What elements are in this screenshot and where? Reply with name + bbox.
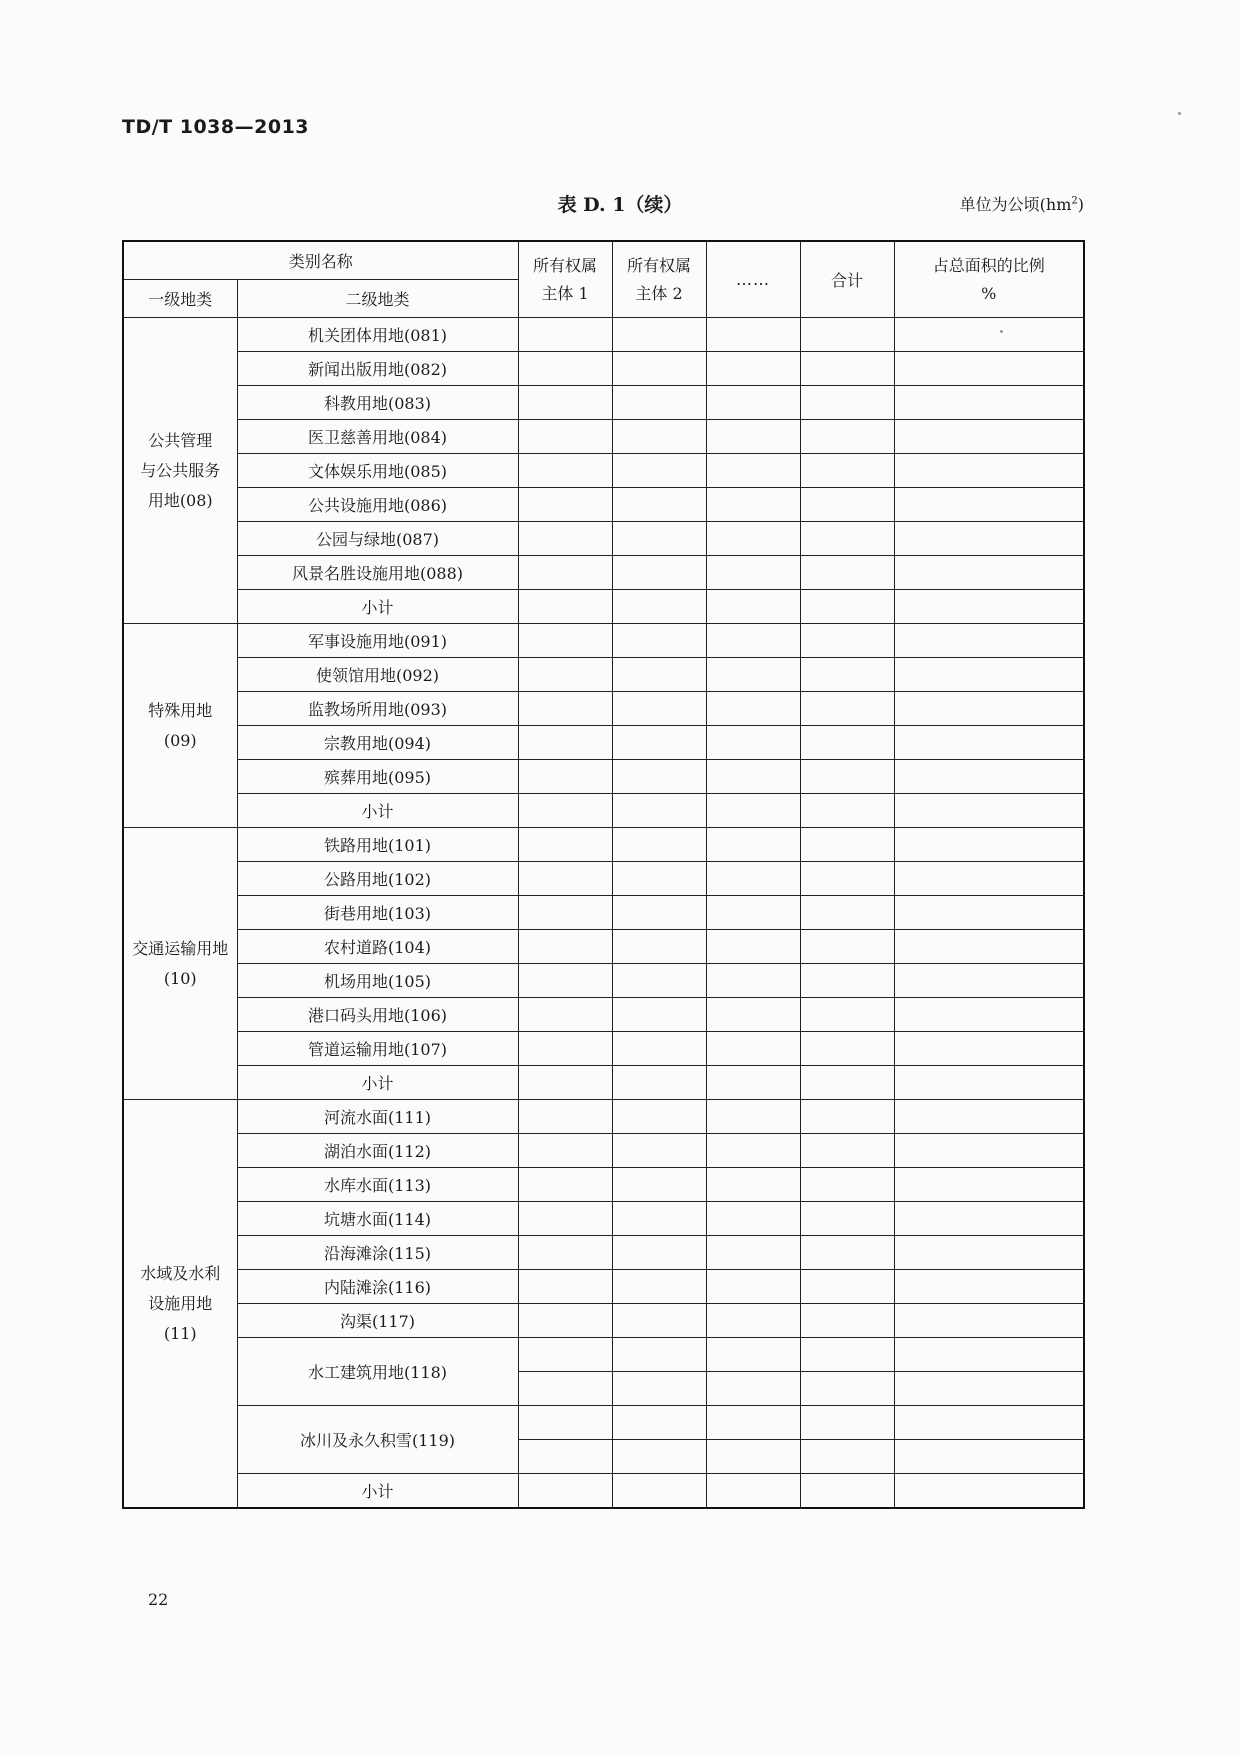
value-cell[interactable]	[894, 318, 1084, 352]
value-cell[interactable]	[706, 896, 800, 930]
value-cell[interactable]	[518, 1304, 612, 1338]
level2-category-cell: 风景名胜设施用地(088)	[237, 556, 518, 590]
value-cell[interactable]	[894, 896, 1084, 930]
value-cell[interactable]	[706, 454, 800, 488]
value-cell[interactable]	[612, 1236, 706, 1270]
value-cell[interactable]	[612, 658, 706, 692]
table-row	[123, 1100, 1084, 1134]
value-cell[interactable]	[894, 828, 1084, 862]
value-cell[interactable]	[800, 488, 894, 522]
table-row	[123, 1236, 1084, 1270]
level2-category-cell: 河流水面(111)	[237, 1100, 518, 1134]
level2-category-cell: 科教用地(083)	[237, 386, 518, 420]
table-row	[123, 1134, 1084, 1168]
table-row	[123, 522, 1084, 556]
value-cell[interactable]	[612, 1440, 706, 1474]
value-cell[interactable]	[706, 760, 800, 794]
table-row	[123, 1304, 1084, 1338]
table-row	[123, 692, 1084, 726]
table-row	[123, 1474, 1084, 1509]
value-cell[interactable]	[706, 828, 800, 862]
owner1-header: 所有权属主体 1	[518, 241, 612, 318]
value-cell[interactable]	[800, 964, 894, 998]
level2-category-cell: 机关团体用地(081)	[237, 318, 518, 352]
value-cell[interactable]	[706, 794, 800, 828]
unit-close: )	[1077, 195, 1084, 214]
table-row	[123, 318, 1084, 352]
level2-category-cell: 沿海滩涂(115)	[237, 1236, 518, 1270]
value-cell[interactable]	[894, 352, 1084, 386]
category-name-header: 类别名称	[123, 241, 518, 280]
value-cell[interactable]	[800, 828, 894, 862]
value-cell[interactable]	[800, 794, 894, 828]
value-cell[interactable]	[894, 1372, 1084, 1406]
level2-category-cell: 内陆滩涂(116)	[237, 1270, 518, 1304]
value-cell[interactable]	[706, 488, 800, 522]
table-row	[123, 658, 1084, 692]
value-cell[interactable]	[706, 1134, 800, 1168]
value-cell[interactable]	[518, 828, 612, 862]
table-row	[123, 1168, 1084, 1202]
value-cell[interactable]	[800, 658, 894, 692]
value-cell[interactable]	[894, 522, 1084, 556]
level2-category-cell: 沟渠(117)	[237, 1304, 518, 1338]
value-cell[interactable]	[894, 1032, 1084, 1066]
level2-category-cell: 水库水面(113)	[237, 1168, 518, 1202]
value-cell[interactable]	[800, 1406, 894, 1440]
value-cell[interactable]	[894, 692, 1084, 726]
value-cell[interactable]	[518, 1406, 612, 1440]
level1-category-cell: 特殊用地 (09)	[123, 624, 237, 828]
value-cell[interactable]	[800, 352, 894, 386]
value-cell[interactable]	[612, 488, 706, 522]
value-cell[interactable]	[706, 998, 800, 1032]
value-cell[interactable]	[800, 1474, 894, 1509]
value-cell[interactable]	[800, 1066, 894, 1100]
table-row	[123, 1202, 1084, 1236]
value-cell[interactable]	[612, 930, 706, 964]
value-cell[interactable]	[518, 386, 612, 420]
value-cell[interactable]	[800, 1236, 894, 1270]
value-cell[interactable]	[612, 590, 706, 624]
value-cell[interactable]	[894, 862, 1084, 896]
unit-label: 单位为公顷(hm	[959, 195, 1072, 214]
value-cell[interactable]	[894, 386, 1084, 420]
value-cell[interactable]	[518, 1474, 612, 1509]
value-cell[interactable]	[518, 454, 612, 488]
value-cell[interactable]	[518, 658, 612, 692]
value-cell[interactable]	[706, 624, 800, 658]
value-cell[interactable]	[800, 590, 894, 624]
level2-category-cell: 农村道路(104)	[237, 930, 518, 964]
value-cell[interactable]	[612, 1474, 706, 1509]
value-cell[interactable]	[894, 556, 1084, 590]
value-cell[interactable]	[800, 1270, 894, 1304]
value-cell[interactable]	[518, 964, 612, 998]
table-row	[123, 862, 1084, 896]
level2-category-cell: 宗教用地(094)	[237, 726, 518, 760]
value-cell[interactable]	[518, 760, 612, 794]
value-cell[interactable]	[894, 998, 1084, 1032]
value-cell[interactable]	[894, 1236, 1084, 1270]
value-cell[interactable]	[518, 1202, 612, 1236]
scan-speck	[1178, 112, 1181, 115]
level2-category-cell: 文体娱乐用地(085)	[237, 454, 518, 488]
level2-category-cell: 铁路用地(101)	[237, 828, 518, 862]
value-cell[interactable]	[706, 420, 800, 454]
value-cell[interactable]	[894, 1474, 1084, 1509]
value-cell[interactable]	[612, 1100, 706, 1134]
value-cell[interactable]	[894, 1270, 1084, 1304]
value-cell[interactable]	[518, 522, 612, 556]
value-cell[interactable]	[612, 828, 706, 862]
value-cell[interactable]	[518, 862, 612, 896]
value-cell[interactable]	[706, 386, 800, 420]
level1-category-cell: 公共管理 与公共服务 用地(08)	[123, 318, 237, 624]
table-row	[123, 1338, 1084, 1372]
table-row	[123, 352, 1084, 386]
value-cell[interactable]	[706, 1100, 800, 1134]
level2-category-cell: 街巷用地(103)	[237, 896, 518, 930]
value-cell[interactable]	[518, 1066, 612, 1100]
level2-category-cell: 公共设施用地(086)	[237, 488, 518, 522]
table-body	[123, 318, 1084, 1509]
value-cell[interactable]	[706, 1406, 800, 1440]
value-cell[interactable]	[518, 692, 612, 726]
level2-category-cell: 军事设施用地(091)	[237, 624, 518, 658]
value-cell[interactable]	[894, 624, 1084, 658]
level2-category-cell: 殡葬用地(095)	[237, 760, 518, 794]
value-cell[interactable]	[612, 1202, 706, 1236]
value-cell[interactable]	[612, 1270, 706, 1304]
value-cell[interactable]	[894, 1066, 1084, 1100]
value-cell[interactable]	[800, 624, 894, 658]
value-cell[interactable]	[612, 896, 706, 930]
value-cell[interactable]	[894, 1304, 1084, 1338]
value-cell[interactable]	[800, 556, 894, 590]
table-row	[123, 590, 1084, 624]
value-cell[interactable]	[518, 1440, 612, 1474]
level1-category-cell: 交通运输用地 (10)	[123, 828, 237, 1100]
table-row	[123, 726, 1084, 760]
value-cell[interactable]	[706, 930, 800, 964]
value-cell[interactable]	[800, 692, 894, 726]
value-cell[interactable]	[800, 1134, 894, 1168]
table-row	[123, 1066, 1084, 1100]
value-cell[interactable]	[800, 998, 894, 1032]
value-cell[interactable]	[894, 964, 1084, 998]
value-cell[interactable]	[800, 386, 894, 420]
value-cell[interactable]	[612, 420, 706, 454]
value-cell[interactable]	[518, 488, 612, 522]
value-cell[interactable]	[518, 420, 612, 454]
value-cell[interactable]	[800, 454, 894, 488]
level2-category-cell: 使领馆用地(092)	[237, 658, 518, 692]
table-row	[123, 1270, 1084, 1304]
value-cell[interactable]	[706, 862, 800, 896]
value-cell[interactable]	[894, 1406, 1084, 1440]
value-cell[interactable]	[706, 1270, 800, 1304]
scan-speck	[1000, 330, 1003, 333]
value-cell[interactable]	[800, 318, 894, 352]
value-cell[interactable]	[800, 1032, 894, 1066]
value-cell[interactable]	[612, 862, 706, 896]
value-cell[interactable]	[518, 726, 612, 760]
value-cell[interactable]	[800, 522, 894, 556]
value-cell[interactable]	[612, 454, 706, 488]
value-cell[interactable]	[894, 760, 1084, 794]
table-row	[123, 1032, 1084, 1066]
value-cell[interactable]	[894, 658, 1084, 692]
value-cell[interactable]	[518, 318, 612, 352]
value-cell[interactable]	[518, 896, 612, 930]
value-cell[interactable]	[612, 624, 706, 658]
ratio-header: 占总面积的比例 %	[894, 241, 1084, 318]
value-cell[interactable]	[800, 420, 894, 454]
unit-note	[960, 192, 1084, 215]
value-cell[interactable]	[706, 352, 800, 386]
value-cell[interactable]	[612, 1304, 706, 1338]
value-cell[interactable]	[612, 1372, 706, 1406]
value-cell[interactable]	[706, 1202, 800, 1236]
value-cell[interactable]	[894, 1134, 1084, 1168]
value-cell[interactable]	[800, 1338, 894, 1372]
table-header	[123, 241, 1084, 318]
value-cell[interactable]	[612, 1066, 706, 1100]
value-cell[interactable]	[706, 1032, 800, 1066]
value-cell[interactable]	[894, 1168, 1084, 1202]
land-use-table	[122, 240, 1085, 1509]
value-cell[interactable]	[894, 1338, 1084, 1372]
value-cell[interactable]	[894, 420, 1084, 454]
table-title: 表 D. 1（续）	[557, 194, 683, 216]
value-cell[interactable]	[518, 590, 612, 624]
value-cell[interactable]	[612, 556, 706, 590]
value-cell[interactable]	[894, 1100, 1084, 1134]
subtotal-label-cell: 小计	[237, 794, 518, 828]
value-cell[interactable]	[706, 726, 800, 760]
value-cell[interactable]	[612, 1338, 706, 1372]
value-cell[interactable]	[612, 998, 706, 1032]
value-cell[interactable]	[612, 1134, 706, 1168]
value-cell[interactable]	[706, 658, 800, 692]
total-header: 合计	[800, 241, 894, 318]
value-cell[interactable]	[706, 964, 800, 998]
value-cell[interactable]	[518, 1134, 612, 1168]
value-cell[interactable]	[800, 726, 894, 760]
standard-code: TD/T 1038—2013	[122, 116, 310, 138]
value-cell[interactable]	[894, 930, 1084, 964]
value-cell[interactable]	[518, 1032, 612, 1066]
ellipsis-header: ……	[706, 241, 800, 318]
value-cell[interactable]	[612, 318, 706, 352]
value-cell[interactable]	[894, 726, 1084, 760]
value-cell[interactable]	[706, 1338, 800, 1372]
value-cell[interactable]	[706, 692, 800, 726]
level2-category-cell: 冰川及永久积雪(119)	[237, 1406, 518, 1474]
value-cell[interactable]	[518, 930, 612, 964]
page-number: 22	[148, 1590, 169, 1609]
value-cell[interactable]	[612, 352, 706, 386]
value-cell[interactable]	[894, 1440, 1084, 1474]
table-row	[123, 454, 1084, 488]
value-cell[interactable]	[800, 1100, 894, 1134]
value-cell[interactable]	[518, 1270, 612, 1304]
table-row	[123, 1406, 1084, 1440]
table-row	[123, 896, 1084, 930]
value-cell[interactable]	[612, 760, 706, 794]
level2-category-cell: 公园与绿地(087)	[237, 522, 518, 556]
value-cell[interactable]	[894, 488, 1084, 522]
value-cell[interactable]	[706, 522, 800, 556]
value-cell[interactable]	[706, 1372, 800, 1406]
level2-category-cell: 坑塘水面(114)	[237, 1202, 518, 1236]
value-cell[interactable]	[706, 318, 800, 352]
table-row	[123, 964, 1084, 998]
value-cell[interactable]	[518, 794, 612, 828]
level1-header: 一级地类	[123, 280, 237, 318]
value-cell[interactable]	[706, 590, 800, 624]
level2-category-cell: 机场用地(105)	[237, 964, 518, 998]
value-cell[interactable]	[894, 590, 1084, 624]
table-row	[123, 794, 1084, 828]
value-cell[interactable]	[518, 1236, 612, 1270]
value-cell[interactable]	[518, 998, 612, 1032]
subtotal-label-cell: 小计	[237, 590, 518, 624]
value-cell[interactable]	[612, 1032, 706, 1066]
value-cell[interactable]	[612, 964, 706, 998]
level2-category-cell: 港口码头用地(106)	[237, 998, 518, 1032]
value-cell[interactable]	[800, 1372, 894, 1406]
subtotal-label-cell: 小计	[237, 1474, 518, 1509]
value-cell[interactable]	[800, 862, 894, 896]
table-row	[123, 998, 1084, 1032]
value-cell[interactable]	[800, 1168, 894, 1202]
value-cell[interactable]	[612, 1168, 706, 1202]
value-cell[interactable]	[800, 1304, 894, 1338]
table-row	[123, 624, 1084, 658]
value-cell[interactable]	[894, 454, 1084, 488]
level1-category-cell: 水域及水利 设施用地 (11)	[123, 1100, 237, 1509]
value-cell[interactable]	[800, 760, 894, 794]
value-cell[interactable]	[518, 624, 612, 658]
value-cell[interactable]	[894, 1202, 1084, 1236]
value-cell[interactable]	[706, 556, 800, 590]
value-cell[interactable]	[706, 1440, 800, 1474]
value-cell[interactable]	[706, 1168, 800, 1202]
value-cell[interactable]	[800, 1202, 894, 1236]
owner2-header: 所有权属主体 2	[612, 241, 706, 318]
value-cell[interactable]	[894, 794, 1084, 828]
level2-category-cell: 湖泊水面(112)	[237, 1134, 518, 1168]
value-cell[interactable]	[518, 1168, 612, 1202]
value-cell[interactable]	[706, 1304, 800, 1338]
level2-category-cell: 监教场所用地(093)	[237, 692, 518, 726]
value-cell[interactable]	[800, 930, 894, 964]
value-cell[interactable]	[612, 1406, 706, 1440]
value-cell[interactable]	[706, 1474, 800, 1509]
value-cell[interactable]	[706, 1236, 800, 1270]
value-cell[interactable]	[612, 794, 706, 828]
level2-category-cell: 新闻出版用地(082)	[237, 352, 518, 386]
value-cell[interactable]	[518, 352, 612, 386]
value-cell[interactable]	[518, 1372, 612, 1406]
subtotal-label-cell: 小计	[237, 1066, 518, 1100]
value-cell[interactable]	[800, 1440, 894, 1474]
table-row	[123, 760, 1084, 794]
level2-header: 二级地类	[237, 280, 518, 318]
value-cell[interactable]	[706, 1066, 800, 1100]
table-row	[123, 386, 1084, 420]
value-cell[interactable]	[612, 726, 706, 760]
table-row	[123, 930, 1084, 964]
level2-category-cell: 管道运输用地(107)	[237, 1032, 518, 1066]
value-cell[interactable]	[800, 896, 894, 930]
table-row	[123, 420, 1084, 454]
value-cell[interactable]	[612, 692, 706, 726]
level2-category-cell: 公路用地(102)	[237, 862, 518, 896]
unit-superscript: 2	[1071, 195, 1078, 207]
value-cell[interactable]	[612, 522, 706, 556]
level2-category-cell: 医卫慈善用地(084)	[237, 420, 518, 454]
table-row	[123, 556, 1084, 590]
value-cell[interactable]	[518, 1338, 612, 1372]
value-cell[interactable]	[612, 386, 706, 420]
value-cell[interactable]	[518, 556, 612, 590]
level2-category-cell: 水工建筑用地(118)	[237, 1338, 518, 1406]
table-row	[123, 488, 1084, 522]
table-row	[123, 828, 1084, 862]
value-cell[interactable]	[518, 1100, 612, 1134]
